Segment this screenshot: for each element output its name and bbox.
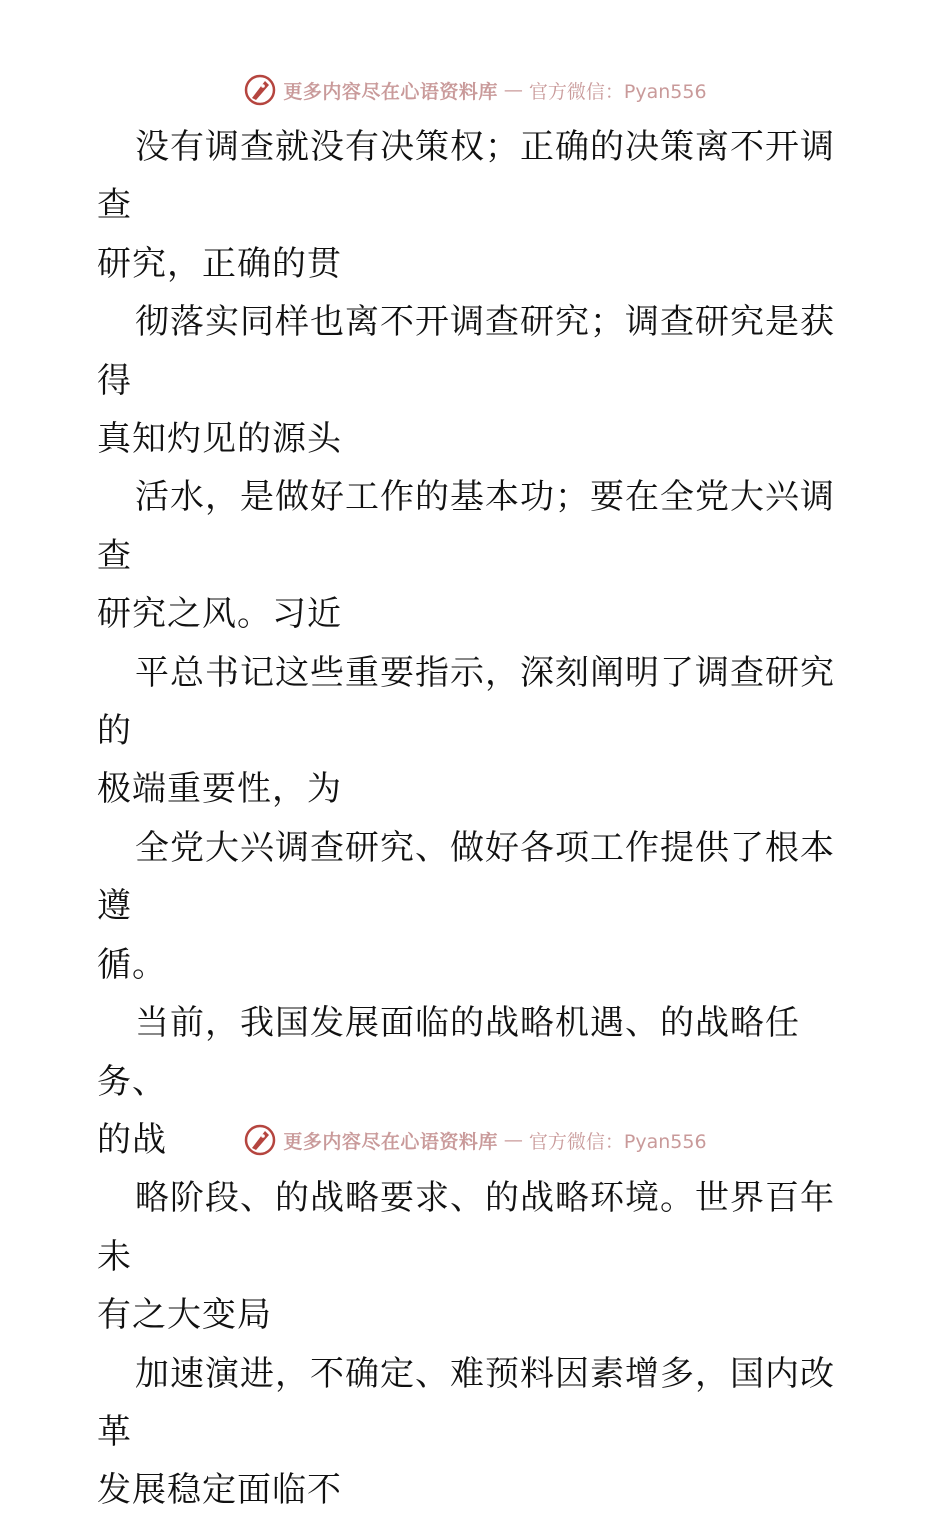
text-line: 研究之风。习近 [97,594,342,635]
watermark-contact-text: 官方微信：Pyan556 [528,1130,707,1153]
text-line: 发展稳定面临不 [97,1470,342,1511]
pen-nib-logo-icon [243,73,277,107]
text-line: 全党大兴调查研究、做好各项工作提供了根本遵 [97,827,835,927]
document-body [97,118,857,1520]
text-line: 有之大变局 [97,1295,272,1336]
text-line: 极端重要性，为 [97,769,342,810]
pen-nib-logo-icon [243,1123,277,1157]
text-line: 彻落实同样也离不开调查研究；调查研究是获得 [97,302,835,401]
watermark-separator: — [503,79,523,101]
text-line: 循。 [97,944,167,985]
text-line: 加速演进，不确定、难预料因素增多，国内改革 [97,1353,835,1452]
header-watermark [0,70,950,110]
text-line: 没有调查就没有决策权；正确的决策离不开调查 [97,127,835,226]
text-line: 略阶段、的战略要求、的战略环境。世界百年未 [97,1178,835,1277]
watermark-contact-text: 官方微信：Pyan556 [528,80,707,103]
footer-watermark [0,1120,950,1160]
watermark-separator: — [503,1129,523,1151]
watermark-brand-text: 更多内容尽在心语资料库 [283,1130,498,1153]
text-line: 当前，我国发展面临的战略机遇、的战略任务、 [97,1003,800,1102]
text-line: 真知灼见的源头 [97,419,342,460]
watermark-brand-text: 更多内容尽在心语资料库 [283,80,498,103]
text-line: 平总书记这些重要指示，深刻阐明了调查研究的 [97,652,835,752]
text-line: 的战 [97,1119,167,1160]
text-line: 研究，正确的贯 [97,243,342,284]
text-line: 活水，是做好工作的基本功；要在全党大兴调查 [97,477,835,576]
